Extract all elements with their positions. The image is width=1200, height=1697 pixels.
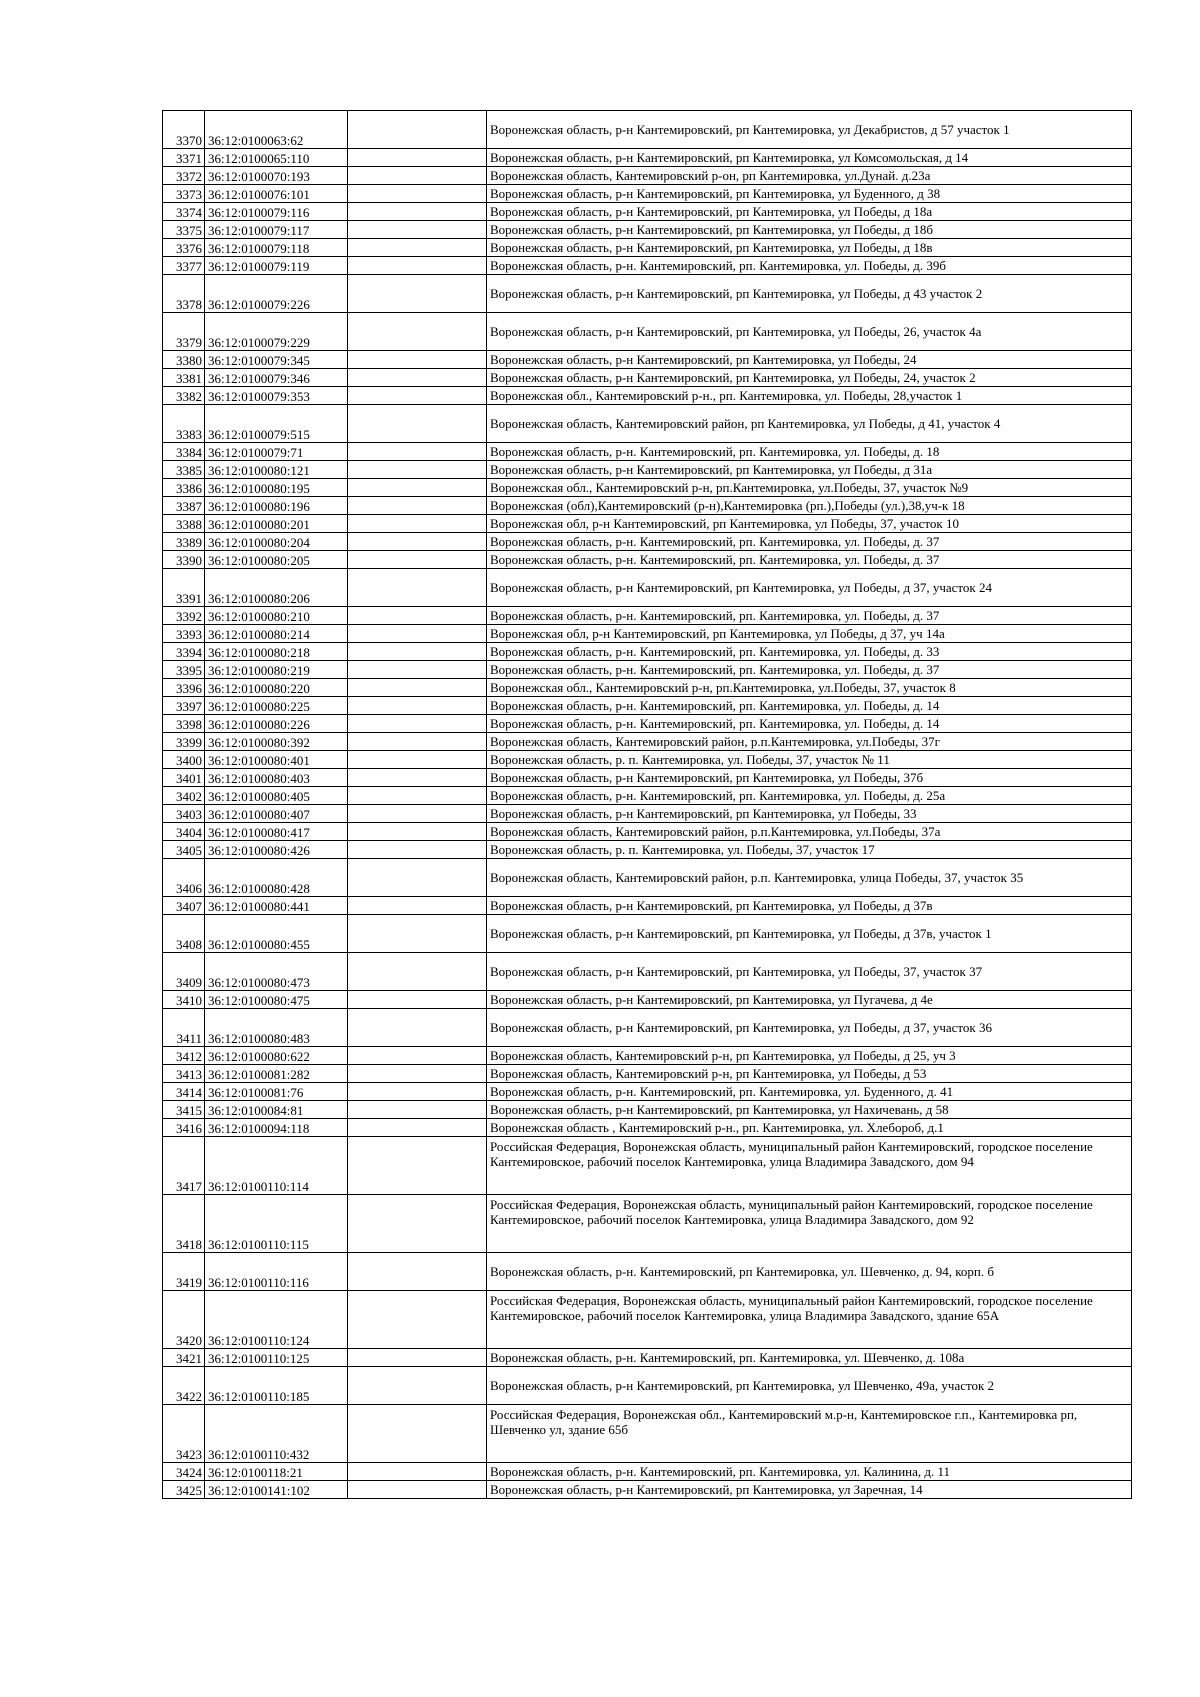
cadastral-number: 36:12:0100080:405 [205, 787, 348, 805]
table-row [163, 1195, 1132, 1253]
row-number: 3377 [163, 257, 205, 275]
address: Воронежская область, р-н Кантемировский, рп Кантемировка, ул Победы, 37б [487, 769, 1132, 787]
empty-cell [348, 515, 487, 533]
empty-cell [348, 551, 487, 569]
row-number: 3380 [163, 351, 205, 369]
row-number: 3387 [163, 497, 205, 515]
empty-cell [348, 405, 487, 443]
cadastral-number: 36:12:0100081:76 [205, 1083, 348, 1101]
row-number: 3402 [163, 787, 205, 805]
address: Воронежская область, р-н Кантемировский, рп Кантемировка, ул Победы, д 43 участок 2 [487, 275, 1132, 313]
cadastral-number: 36:12:0100079:116 [205, 203, 348, 221]
empty-cell [348, 461, 487, 479]
row-number: 3393 [163, 625, 205, 643]
table-row [163, 167, 1132, 185]
table-row [163, 1009, 1132, 1047]
cadastral-number: 36:12:0100080:219 [205, 661, 348, 679]
table-row [163, 203, 1132, 221]
empty-cell [348, 203, 487, 221]
row-number: 3389 [163, 533, 205, 551]
table-row [163, 823, 1132, 841]
table-row [163, 1083, 1132, 1101]
cadastral-number: 36:12:0100080:426 [205, 841, 348, 859]
table-row [163, 625, 1132, 643]
table-row [163, 221, 1132, 239]
row-number: 3373 [163, 185, 205, 203]
address: Воронежская область, р. п. Кантемировка, ул. Победы, 37, участок 17 [487, 841, 1132, 859]
row-number: 3376 [163, 239, 205, 257]
cadastral-number: 36:12:0100080:407 [205, 805, 348, 823]
empty-cell [348, 533, 487, 551]
table-row [163, 497, 1132, 515]
cadastral-number: 36:12:0100080:473 [205, 953, 348, 991]
address: Воронежская область, р-н. Кантемировский, рп. Кантемировка, ул. Победы, д. 18 [487, 443, 1132, 461]
address: Воронежская обл., Кантемировский р-н, рп.Кантемировка, ул.Победы, 37, участок №9 [487, 479, 1132, 497]
cadastral-number: 36:12:0100080:201 [205, 515, 348, 533]
row-number: 3378 [163, 275, 205, 313]
empty-cell [348, 697, 487, 715]
empty-cell [348, 443, 487, 461]
document-sheet [162, 110, 1132, 1499]
row-number: 3398 [163, 715, 205, 733]
address: Воронежская область, р-н Кантемировский, рп Кантемировка, ул Буденного, д 38 [487, 185, 1132, 203]
cadastral-number: 36:12:0100080:214 [205, 625, 348, 643]
empty-cell [348, 841, 487, 859]
address: Воронежская область, р-н Кантемировский, рп Кантемировка, ул Победы, 37, участок 37 [487, 953, 1132, 991]
address: Воронежская обл., Кантемировский р-н., рп. Кантемировка, ул. Победы, 28,участок 1 [487, 387, 1132, 405]
address: Воронежская область, р-н Кантемировский, рп Кантемировка, ул Шевченко, 49а, участок 2 [487, 1367, 1132, 1405]
cadastral-number: 36:12:0100094:118 [205, 1119, 348, 1137]
empty-cell [348, 1195, 487, 1253]
empty-cell [348, 167, 487, 185]
row-number: 3417 [163, 1137, 205, 1195]
address: Воронежская область, р-н Кантемировский, рп Кантемировка, ул Победы, д 31а [487, 461, 1132, 479]
address: Воронежская область , Кантемировский р-н., рп. Кантемировка, ул. Хлебороб, д.1 [487, 1119, 1132, 1137]
cadastral-number: 36:12:0100080:392 [205, 733, 348, 751]
table-row [163, 751, 1132, 769]
table-row [163, 275, 1132, 313]
empty-cell [348, 787, 487, 805]
empty-cell [348, 111, 487, 149]
empty-cell [348, 679, 487, 697]
empty-cell [348, 1481, 487, 1499]
empty-cell [348, 351, 487, 369]
address: Воронежская область, р-н Кантемировский, рп Кантемировка, ул Победы, 24 [487, 351, 1132, 369]
empty-cell [348, 769, 487, 787]
empty-cell [348, 221, 487, 239]
row-number: 3371 [163, 149, 205, 167]
empty-cell [348, 479, 487, 497]
table-row [163, 607, 1132, 625]
table-row [163, 149, 1132, 167]
row-number: 3397 [163, 697, 205, 715]
empty-cell [348, 661, 487, 679]
cadastral-number: 36:12:0100065:110 [205, 149, 348, 167]
table-row [163, 769, 1132, 787]
empty-cell [348, 991, 487, 1009]
address: Воронежская область, р-н Кантемировский, рп Кантемировка, ул Нахичевань, д 58 [487, 1101, 1132, 1119]
row-number: 3421 [163, 1349, 205, 1367]
cadastral-number: 36:12:0100079:119 [205, 257, 348, 275]
table-row [163, 533, 1132, 551]
cadastral-number: 36:12:0100079:229 [205, 313, 348, 351]
row-number: 3384 [163, 443, 205, 461]
row-number: 3411 [163, 1009, 205, 1047]
cadastral-number: 36:12:0100079:226 [205, 275, 348, 313]
address: Российская Федерация, Воронежская область, муниципальный район Кантемировский, городское поселение Кантемировское, рабочий поселок Кантемировка, улица Владимира Завадского, дом 92 [487, 1195, 1132, 1253]
address: Воронежская область, Кантемировский район, р.п. Кантемировка, улица Победы, 37, участок 35 [487, 859, 1132, 897]
row-number: 3382 [163, 387, 205, 405]
address: Воронежская область, р-н Кантемировский, рп Кантемировка, ул Победы, 26, участок 4а [487, 313, 1132, 351]
empty-cell [348, 1083, 487, 1101]
cadastral-number: 36:12:0100080:196 [205, 497, 348, 515]
row-number: 3372 [163, 167, 205, 185]
row-number: 3415 [163, 1101, 205, 1119]
table-row [163, 369, 1132, 387]
address: Воронежская область, Кантемировский р-он, рп Кантемировка, ул.Дунай. д.23а [487, 167, 1132, 185]
table-row [163, 443, 1132, 461]
empty-cell [348, 733, 487, 751]
table-row [163, 1349, 1132, 1367]
address: Российская Федерация, Воронежская обл., Кантемировский м.р-н, Кантемировское г.п., Кантемировка рп, Шевченко ул, здание 65б [487, 1405, 1132, 1463]
address: Воронежская область, р-н Кантемировский, рп Кантемировка, ул Победы, д 37в, участок 1 [487, 915, 1132, 953]
empty-cell [348, 953, 487, 991]
table-row [163, 515, 1132, 533]
address: Воронежская область, Кантемировский район, рп Кантемировка, ул Победы, д 41, участок 4 [487, 405, 1132, 443]
row-number: 3409 [163, 953, 205, 991]
address: Воронежская область, р-н. Кантемировский, рп. Кантемировка, ул. Победы, д. 14 [487, 697, 1132, 715]
empty-cell [348, 1291, 487, 1349]
cadastral-number: 36:12:0100081:282 [205, 1065, 348, 1083]
cadastral-number: 36:12:0100080:195 [205, 479, 348, 497]
address: Воронежская область, р-н Кантемировский, рп Кантемировка, ул Победы, д 18а [487, 203, 1132, 221]
address: Воронежская область, р-н. Кантемировский, рп. Кантемировка, ул. Шевченко, д. 108а [487, 1349, 1132, 1367]
address: Воронежская область, р-н. Кантемировский, рп Кантемировка, ул. Шевченко, д. 94, корп. б [487, 1253, 1132, 1291]
row-number: 3383 [163, 405, 205, 443]
row-number: 3422 [163, 1367, 205, 1405]
table-row [163, 1047, 1132, 1065]
empty-cell [348, 643, 487, 661]
table-row [163, 661, 1132, 679]
cadastral-number: 36:12:0100110:432 [205, 1405, 348, 1463]
row-number: 3403 [163, 805, 205, 823]
cadastral-number: 36:12:0100110:185 [205, 1367, 348, 1405]
cadastral-number: 36:12:0100110:125 [205, 1349, 348, 1367]
empty-cell [348, 185, 487, 203]
table-row [163, 405, 1132, 443]
address: Воронежская область, Кантемировский р-н, рп Кантемировка, ул Победы, д 53 [487, 1065, 1132, 1083]
row-number: 3414 [163, 1083, 205, 1101]
address: Воронежская область, р-н Кантемировский, рп Кантемировка, ул Комсомольская, д 14 [487, 149, 1132, 167]
row-number: 3391 [163, 569, 205, 607]
cadastral-number: 36:12:0100080:475 [205, 991, 348, 1009]
address: Воронежская область, р-н. Кантемировский, рп. Кантемировка, ул. Калинина, д. 11 [487, 1463, 1132, 1481]
cadastral-number: 36:12:0100110:124 [205, 1291, 348, 1349]
cadastral-number: 36:12:0100080:220 [205, 679, 348, 697]
table-row [163, 915, 1132, 953]
table-row [163, 859, 1132, 897]
cadastral-number: 36:12:0100079:346 [205, 369, 348, 387]
empty-cell [348, 387, 487, 405]
cadastral-number: 36:12:0100110:115 [205, 1195, 348, 1253]
cadastral-number: 36:12:0100080:455 [205, 915, 348, 953]
cadastral-number: 36:12:0100076:101 [205, 185, 348, 203]
address: Российская Федерация, Воронежская область, муниципальный район Кантемировский, городское поселение Кантемировское, рабочий поселок Кантемировка, улица Владимира Завадского, здание 65А [487, 1291, 1132, 1349]
table-row [163, 1065, 1132, 1083]
table-row [163, 1463, 1132, 1481]
table-row [163, 1253, 1132, 1291]
cadastral-number: 36:12:0100110:116 [205, 1253, 348, 1291]
row-number: 3408 [163, 915, 205, 953]
table-row [163, 897, 1132, 915]
row-number: 3406 [163, 859, 205, 897]
cadastral-number: 36:12:0100079:345 [205, 351, 348, 369]
table-row [163, 733, 1132, 751]
table-row [163, 185, 1132, 203]
row-number: 3388 [163, 515, 205, 533]
empty-cell [348, 1367, 487, 1405]
table-row [163, 991, 1132, 1009]
table-row [163, 351, 1132, 369]
row-number: 3399 [163, 733, 205, 751]
address: Воронежская область, Кантемировский р-н, рп Кантемировка, ул Победы, д 25, уч 3 [487, 1047, 1132, 1065]
cadastral-number: 36:12:0100080:226 [205, 715, 348, 733]
empty-cell [348, 1405, 487, 1463]
table-row [163, 313, 1132, 351]
row-number: 3379 [163, 313, 205, 351]
cadastral-number: 36:12:0100079:117 [205, 221, 348, 239]
address: Воронежская область, р-н. Кантемировский, рп. Кантемировка, ул. Победы, д. 33 [487, 643, 1132, 661]
row-number: 3390 [163, 551, 205, 569]
row-number: 3385 [163, 461, 205, 479]
address: Воронежская обл, р-н Кантемировский, рп Кантемировка, ул Победы, 37, участок 10 [487, 515, 1132, 533]
row-number: 3410 [163, 991, 205, 1009]
table-body [163, 111, 1132, 1499]
empty-cell [348, 897, 487, 915]
table-row [163, 643, 1132, 661]
empty-cell [348, 1119, 487, 1137]
row-number: 3420 [163, 1291, 205, 1349]
row-number: 3394 [163, 643, 205, 661]
cadastral-number: 36:12:0100070:193 [205, 167, 348, 185]
empty-cell [348, 1065, 487, 1083]
row-number: 3424 [163, 1463, 205, 1481]
row-number: 3374 [163, 203, 205, 221]
row-number: 3407 [163, 897, 205, 915]
land-plots-table [162, 110, 1132, 1499]
address: Воронежская область, Кантемировский район, р.п.Кантемировка, ул.Победы, 37а [487, 823, 1132, 841]
cadastral-number: 36:12:0100080:204 [205, 533, 348, 551]
table-row [163, 569, 1132, 607]
row-number: 3401 [163, 769, 205, 787]
address: Воронежская область, р-н Кантемировский, рп Кантемировка, ул Победы, д 18б [487, 221, 1132, 239]
address: Воронежская область, Кантемировский район, р.п.Кантемировка, ул.Победы, 37г [487, 733, 1132, 751]
table-row [163, 387, 1132, 405]
table-row [163, 239, 1132, 257]
table-row [163, 1481, 1132, 1499]
empty-cell [348, 149, 487, 167]
empty-cell [348, 1137, 487, 1195]
address: Воронежская область, р-н Кантемировский, рп Кантемировка, ул Победы, д 37, участок 36 [487, 1009, 1132, 1047]
row-number: 3395 [163, 661, 205, 679]
cadastral-number: 36:12:0100080:121 [205, 461, 348, 479]
row-number: 3375 [163, 221, 205, 239]
row-number: 3386 [163, 479, 205, 497]
cadastral-number: 36:12:0100080:428 [205, 859, 348, 897]
address: Воронежская область, р-н Кантемировский, рп Кантемировка, ул Декабристов, д 57 участок 1 [487, 111, 1132, 149]
row-number: 3416 [163, 1119, 205, 1137]
empty-cell [348, 1047, 487, 1065]
empty-cell [348, 239, 487, 257]
address: Воронежская область, р-н Кантемировский, рп Кантемировка, ул Победы, 24, участок 2 [487, 369, 1132, 387]
empty-cell [348, 607, 487, 625]
empty-cell [348, 805, 487, 823]
row-number: 3419 [163, 1253, 205, 1291]
empty-cell [348, 369, 487, 387]
table-row [163, 461, 1132, 479]
address: Воронежская обл, р-н Кантемировский, рп Кантемировка, ул Победы, д 37, уч 14а [487, 625, 1132, 643]
cadastral-number: 36:12:0100079:118 [205, 239, 348, 257]
table-row [163, 257, 1132, 275]
empty-cell [348, 625, 487, 643]
address: Воронежская область, р-н. Кантемировский, рп. Кантемировка, ул. Победы, д. 37 [487, 661, 1132, 679]
cadastral-number: 36:12:0100080:218 [205, 643, 348, 661]
empty-cell [348, 275, 487, 313]
table-row [163, 715, 1132, 733]
cadastral-number: 36:12:0100080:225 [205, 697, 348, 715]
cadastral-number: 36:12:0100084:81 [205, 1101, 348, 1119]
table-row [163, 1137, 1132, 1195]
address: Воронежская область, р-н Кантемировский, рп Кантемировка, ул Победы, д 37в [487, 897, 1132, 915]
address: Воронежская (обл),Кантемировский (р-н),Кантемировка (рп.),Победы (ул.),38,уч-к 18 [487, 497, 1132, 515]
row-number: 3425 [163, 1481, 205, 1499]
table-row [163, 1405, 1132, 1463]
cadastral-number: 36:12:0100079:515 [205, 405, 348, 443]
empty-cell [348, 1349, 487, 1367]
empty-cell [348, 859, 487, 897]
row-number: 3400 [163, 751, 205, 769]
empty-cell [348, 497, 487, 515]
cadastral-number: 36:12:0100080:483 [205, 1009, 348, 1047]
row-number: 3418 [163, 1195, 205, 1253]
table-row [163, 1101, 1132, 1119]
cadastral-number: 36:12:0100063:62 [205, 111, 348, 149]
empty-cell [348, 823, 487, 841]
cadastral-number: 36:12:0100080:206 [205, 569, 348, 607]
empty-cell [348, 1253, 487, 1291]
table-row [163, 953, 1132, 991]
row-number: 3412 [163, 1047, 205, 1065]
table-row [163, 787, 1132, 805]
empty-cell [348, 569, 487, 607]
address: Воронежская область, р-н Кантемировский, рп Кантемировка, ул Победы, 33 [487, 805, 1132, 823]
row-number: 3370 [163, 111, 205, 149]
row-number: 3405 [163, 841, 205, 859]
table-row [163, 111, 1132, 149]
address: Воронежская область, р-н. Кантемировский, рп. Кантемировка, ул. Победы, д. 37 [487, 551, 1132, 569]
table-row [163, 1367, 1132, 1405]
address: Воронежская область, р-н Кантемировский, рп Кантемировка, ул Победы, д 37, участок 24 [487, 569, 1132, 607]
address: Воронежская область, р. п. Кантемировка, ул. Победы, 37, участок № 11 [487, 751, 1132, 769]
table-row [163, 551, 1132, 569]
empty-cell [348, 257, 487, 275]
address: Воронежская область, р-н. Кантемировский, рп. Кантемировка, ул. Победы, д. 25а [487, 787, 1132, 805]
cadastral-number: 36:12:0100080:205 [205, 551, 348, 569]
address: Воронежская область, р-н. Кантемировский, рп. Кантемировка, ул. Победы, д. 37 [487, 533, 1132, 551]
empty-cell [348, 313, 487, 351]
cadastral-number: 36:12:0100118:21 [205, 1463, 348, 1481]
address: Воронежская область, р-н Кантемировский, рп Кантемировка, ул Пугачева, д 4е [487, 991, 1132, 1009]
address: Воронежская область, р-н. Кантемировский, рп. Кантемировка, ул. Победы, д. 37 [487, 607, 1132, 625]
address: Воронежская область, р-н. Кантемировский, рп. Кантемировка, ул. Победы, д. 14 [487, 715, 1132, 733]
table-row [163, 1291, 1132, 1349]
cadastral-number: 36:12:0100079:353 [205, 387, 348, 405]
address: Российская Федерация, Воронежская область, муниципальный район Кантемировский, городское поселение Кантемировское, рабочий поселок Кантемировка, улица Владимира Завадского, дом 94 [487, 1137, 1132, 1195]
address: Воронежская область, р-н. Кантемировский, рп. Кантемировка, ул. Буденного, д. 41 [487, 1083, 1132, 1101]
cadastral-number: 36:12:0100110:114 [205, 1137, 348, 1195]
row-number: 3404 [163, 823, 205, 841]
row-number: 3413 [163, 1065, 205, 1083]
table-row [163, 841, 1132, 859]
address: Воронежская область, р-н. Кантемировский, рп. Кантемировка, ул. Победы, д. 39б [487, 257, 1132, 275]
cadastral-number: 36:12:0100080:622 [205, 1047, 348, 1065]
row-number: 3392 [163, 607, 205, 625]
table-row [163, 479, 1132, 497]
cadastral-number: 36:12:0100080:210 [205, 607, 348, 625]
cadastral-number: 36:12:0100141:102 [205, 1481, 348, 1499]
cadastral-number: 36:12:0100080:403 [205, 769, 348, 787]
address: Воронежская область, р-н Кантемировский, рп Кантемировка, ул Заречная, 14 [487, 1481, 1132, 1499]
cadastral-number: 36:12:0100079:71 [205, 443, 348, 461]
cadastral-number: 36:12:0100080:417 [205, 823, 348, 841]
table-row [163, 1119, 1132, 1137]
row-number: 3381 [163, 369, 205, 387]
empty-cell [348, 1009, 487, 1047]
table-row [163, 805, 1132, 823]
table-row [163, 679, 1132, 697]
empty-cell [348, 751, 487, 769]
empty-cell [348, 1101, 487, 1119]
empty-cell [348, 915, 487, 953]
row-number: 3396 [163, 679, 205, 697]
address: Воронежская обл., Кантемировский р-н, рп.Кантемировка, ул.Победы, 37, участок 8 [487, 679, 1132, 697]
table-row [163, 697, 1132, 715]
address: Воронежская область, р-н Кантемировский, рп Кантемировка, ул Победы, д 18в [487, 239, 1132, 257]
cadastral-number: 36:12:0100080:441 [205, 897, 348, 915]
empty-cell [348, 1463, 487, 1481]
cadastral-number: 36:12:0100080:401 [205, 751, 348, 769]
row-number: 3423 [163, 1405, 205, 1463]
empty-cell [348, 715, 487, 733]
